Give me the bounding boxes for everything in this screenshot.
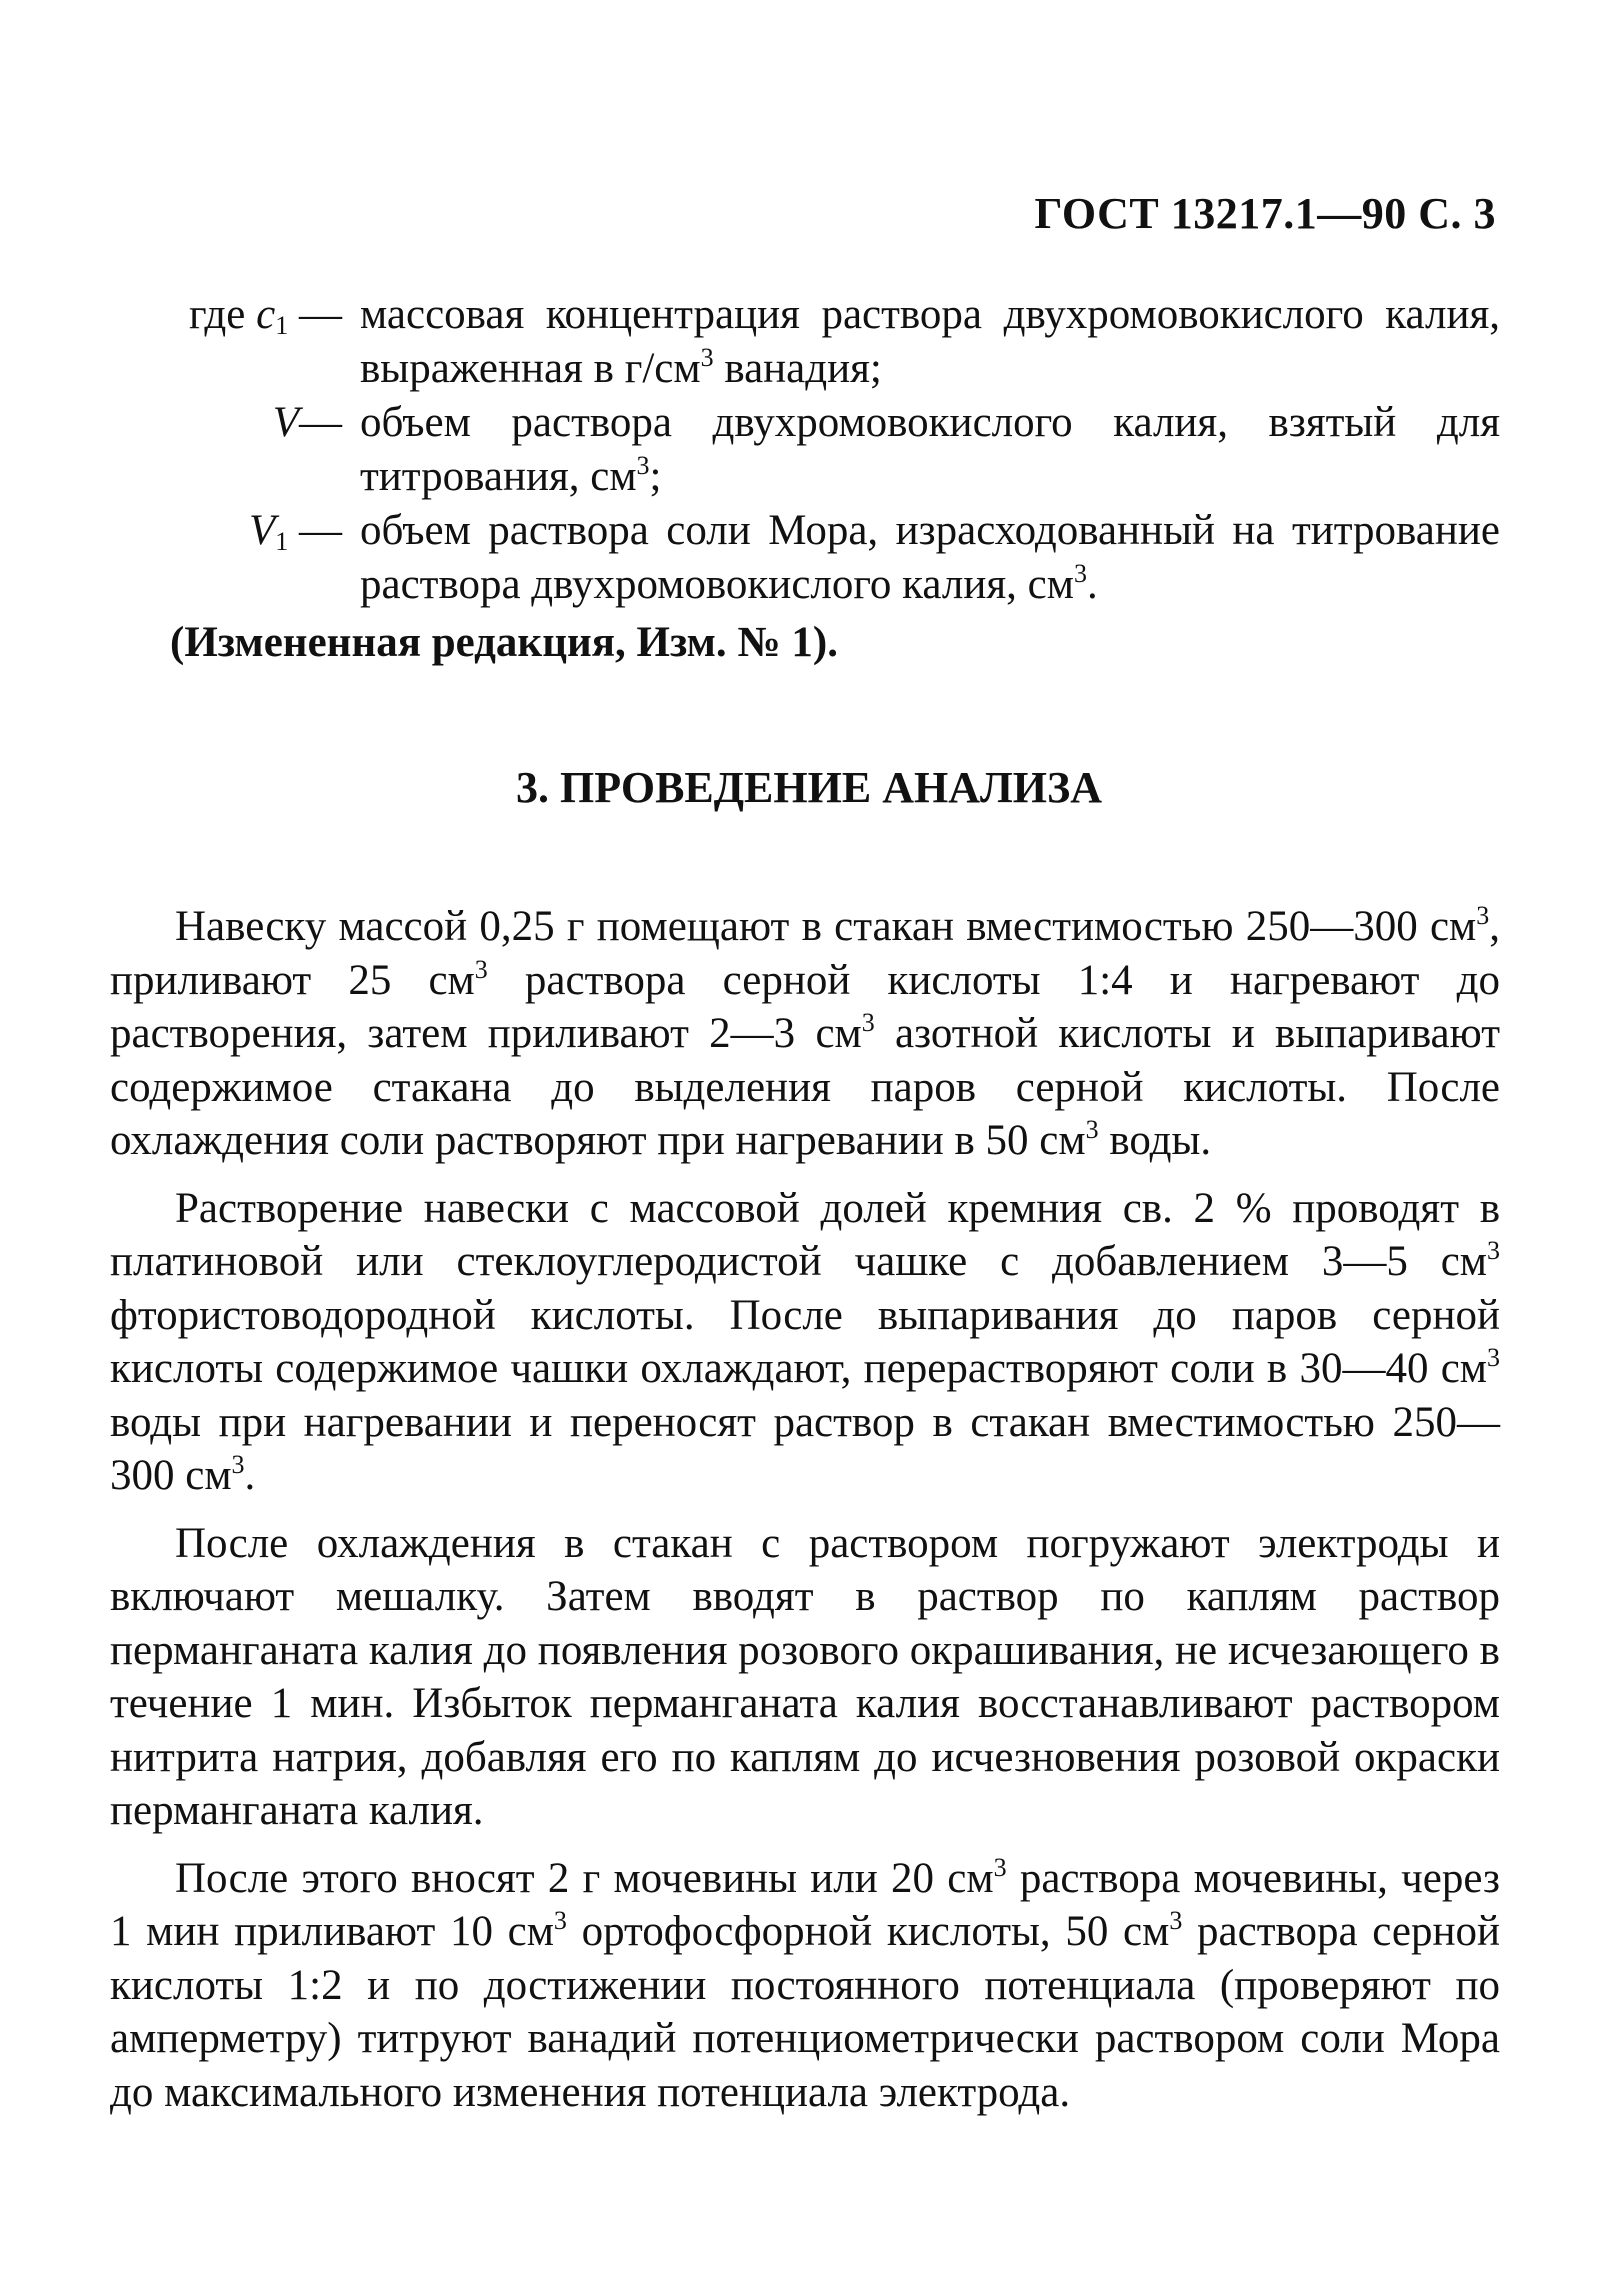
definition-term bbox=[170, 288, 342, 353]
text-run: , приливают 25 см bbox=[110, 903, 1500, 1004]
text-run: раствора серной кислоты 1:2 и по достижении постоянного потенциала (проверяют по амперметру) титруют ванадий потенциометрически раствором соли Мора до максимального изменения потенциала электрода. bbox=[110, 1908, 1500, 2116]
superscript: 3 bbox=[1073, 559, 1087, 588]
definition-term bbox=[170, 504, 342, 569]
definition-item bbox=[170, 288, 1500, 396]
text-run: раствора серной кислоты 1:4 и нагревают до растворения, затем приливают 2—3 см bbox=[110, 956, 1500, 1057]
definition-item bbox=[170, 396, 1500, 504]
term-subscript: 1 bbox=[275, 311, 289, 340]
superscript: 3 bbox=[474, 954, 488, 984]
definition-term bbox=[170, 396, 342, 461]
superscript: 3 bbox=[231, 1450, 245, 1479]
paragraph-2 bbox=[110, 1182, 1500, 1503]
text-run: воды. bbox=[1098, 1117, 1212, 1164]
text-run: ортофосфорной кислоты, 50 см bbox=[566, 1908, 1170, 1955]
section-body bbox=[110, 900, 1500, 2133]
superscript: 3 bbox=[1169, 1906, 1183, 1935]
definition-item bbox=[170, 504, 1500, 612]
term-dash: — bbox=[288, 507, 342, 554]
term-prefix: где bbox=[188, 291, 257, 338]
superscript: 3 bbox=[636, 451, 650, 480]
superscript: 3 bbox=[553, 1906, 567, 1935]
text-run: Растворение навески с массовой долей кремния св. 2 % проводят в платиновой или стеклоуглеродистой чашке с добавлением 3—5 см bbox=[110, 1184, 1500, 1285]
paragraph-4 bbox=[110, 1852, 1500, 2120]
superscript: 3 bbox=[993, 1852, 1007, 1882]
paragraph-3: После охлаждения в стакан с раствором погружают электроды и включают мешалку. Затем вводят в раствор по каплям раствор перманганата калия до появления розового окрашивания, не исчезающего в течение 1 мин. Избыток перманганата калия восстанавливают раствором нитрита натрия, добавляя его по каплям до исчезновения розовой окраски перманганата калия. bbox=[110, 1519, 1500, 1834]
section-title: 3. ПРОВЕДЕНИЕ АНАЛИЗА bbox=[516, 763, 1102, 812]
definition-text bbox=[360, 288, 1500, 396]
superscript: 3 bbox=[1476, 901, 1490, 930]
superscript: 3 bbox=[1085, 1115, 1099, 1144]
amendment-note: (Измененная редакция, Изм. № 1). bbox=[170, 619, 838, 666]
definition-text-main: объем раствора двухромовокислого калия, взятый для титрования, см bbox=[360, 399, 1500, 500]
definition-text bbox=[360, 396, 1500, 504]
superscript: 3 bbox=[1487, 1343, 1500, 1372]
text-run: . bbox=[244, 1452, 256, 1499]
text-run: Навеску массой 0,25 г помещают в стакан вместимостью 250—300 см bbox=[175, 903, 1477, 950]
superscript: 3 bbox=[861, 1008, 875, 1037]
definition-text-tail: ванадия; bbox=[713, 345, 882, 392]
term-dash: — bbox=[288, 291, 342, 338]
term-subscript: 1 bbox=[275, 527, 289, 556]
text-run: фтористоводородной кислоты. После выпаривания до паров серной кислоты содержимое чашки охлаждают, перерастворяют соли в 30—40 см bbox=[110, 1291, 1500, 1392]
page-header: ГОСТ 13217.1—90 С. 3 bbox=[1034, 189, 1496, 238]
definition-text-main: массовая концентрация раствора двухромовокислого калия, выраженная в г/см bbox=[360, 291, 1500, 392]
definition-text bbox=[360, 504, 1500, 612]
text-run: После этого вносят 2 г мочевины или 20 см bbox=[175, 1854, 994, 1902]
text-run: воды при нагревании и переносят раствор в стакан вместимостью 250—300 см bbox=[110, 1398, 1500, 1499]
superscript: 3 bbox=[1487, 1236, 1500, 1265]
superscript: 3 bbox=[700, 343, 714, 372]
definition-text-tail: . bbox=[1086, 561, 1098, 608]
definitions-list bbox=[170, 288, 1500, 612]
term-symbol: V bbox=[272, 399, 299, 446]
definition-text-tail: ; bbox=[649, 453, 662, 500]
paragraph-1 bbox=[110, 900, 1500, 1168]
term-symbol: V bbox=[248, 507, 276, 554]
text-run: раствора мочевины, через 1 мин приливают 10 см bbox=[110, 1854, 1500, 1955]
definition-text-main: объем раствора соли Мора, израсходованный на титрование раствора двухромовокислого калия, см bbox=[360, 507, 1500, 608]
term-symbol: c bbox=[256, 291, 276, 338]
term-dash: — bbox=[299, 399, 342, 446]
text-run: азотной кислоты и выпаривают содержимое стакана до выделения паров серной кислоты. После охлаждения соли растворяют при нагревании в 50 см bbox=[110, 1010, 1500, 1164]
